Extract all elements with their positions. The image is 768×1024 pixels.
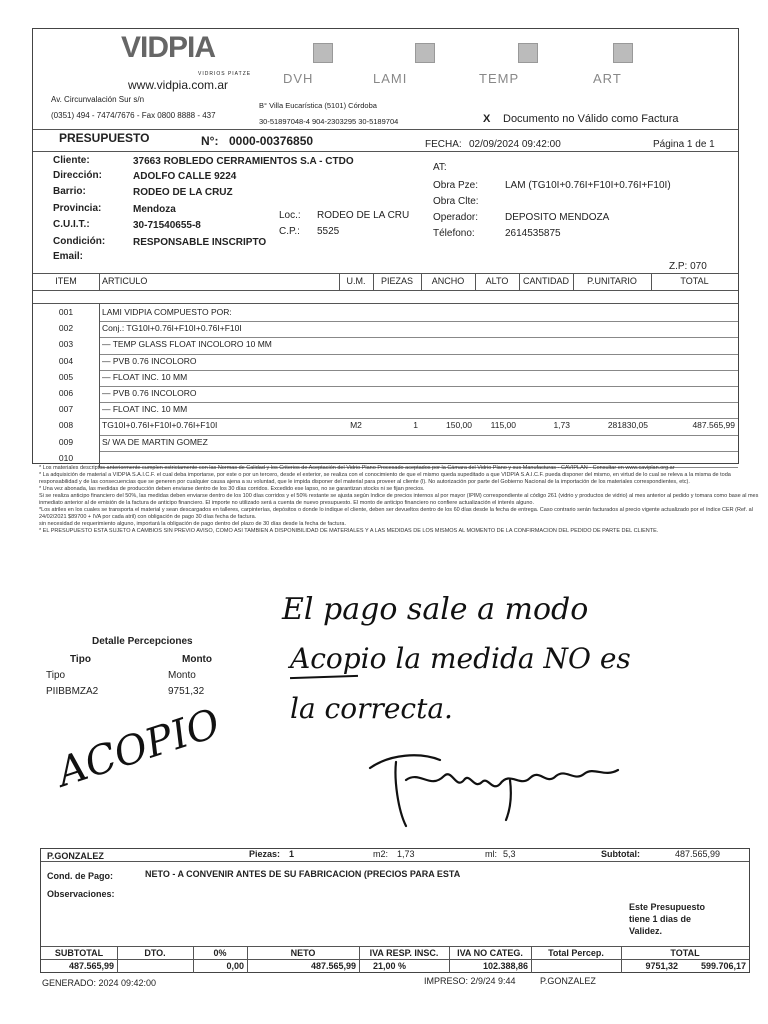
date-value: 02/09/2024 09:42:00 (469, 139, 561, 150)
condicion-label: Condición: (53, 236, 106, 247)
notice-text: Documento no Válido como Factura (503, 113, 679, 125)
barrio-value: RODEO DE LA CRUZ (133, 187, 233, 198)
signature-image (360, 740, 630, 830)
divider (99, 303, 100, 467)
table-header-punit: P.UNITARIO (587, 276, 637, 286)
obra-cte-label: Obra Clte: (433, 196, 479, 207)
ml-label: ml: (485, 849, 497, 859)
seller-name: P.GONZALEZ (47, 851, 104, 861)
perceptions-title: Detalle Percepciones (92, 636, 193, 647)
divider (41, 861, 749, 862)
perceptions-amount: 9751,32 (168, 686, 205, 697)
fine-print-paragraph: * Una vez abonada, las medidas de producción deben enviarse dentro de los 30 días corridos. Excedido ese lapso, no se garantizan stocks ni se fijan precios. (39, 486, 425, 492)
cell-item: 007 (58, 404, 74, 415)
cell-item: 010 (58, 452, 74, 463)
cell-um: M2 (350, 420, 362, 431)
cp-label: C.P.: (279, 226, 300, 237)
table-header-total: TOTAL (680, 276, 709, 286)
cuit-label: C.U.I.T.: (53, 219, 90, 230)
table-row (33, 402, 738, 418)
totals-total: 599.706,17 (700, 961, 746, 971)
cliente-label: Cliente: (53, 155, 90, 166)
product-dvh: DVH (283, 71, 314, 86)
art-icon (613, 43, 633, 63)
cell-articulo: Conj.: TG10I+0.76I+F10I+0.76I+F10I (102, 323, 242, 334)
fine-print-paragraph: sin necesidad de requerimiento alguno, importará la obligación de pago dentro del plazo de 30 días desde la fecha de factura. (39, 521, 346, 527)
handwritten-note-line1: El pago sale a modo (282, 592, 589, 627)
footer-user: P.GONZALEZ (540, 976, 596, 986)
cliente-value: 37663 ROBLEDO CERRAMIENTOS S.A - CTDO (133, 156, 354, 167)
divider (359, 946, 360, 973)
totals-header: Total Percep. (548, 948, 604, 958)
obra-pze-label: Obra Pze: (433, 180, 479, 191)
product-temp: TEMP (479, 71, 520, 86)
product-lami: LAMI (373, 71, 408, 86)
divider (41, 946, 749, 947)
totals-header: IVA NO CATEG. (457, 948, 523, 958)
table-row (33, 354, 738, 370)
provincia-value: Mendoza (133, 204, 176, 215)
table-row (33, 337, 738, 353)
divider (519, 273, 520, 290)
telefono-value: 2614535875 (505, 228, 561, 239)
perceptions-col-tipo: Tipo (70, 654, 91, 665)
obra-pze-value: LAM (TG10I+0.76I+F10I+0.76I+F10I) (505, 180, 671, 191)
footer-generado: GENERADO: 2024 09:42:00 (42, 978, 157, 988)
company-logo: VIDPIA (121, 31, 216, 64)
table-row (33, 305, 738, 321)
totals-dto: 0,00 (226, 961, 244, 971)
subtotal-label: Subtotal: (601, 849, 640, 859)
loc-value: RODEO DE LA CRU (317, 210, 410, 221)
direccion-label: Dirección: (53, 170, 102, 181)
totals-header: DTO. (144, 948, 166, 958)
temp-icon (518, 43, 538, 63)
subtotal-value: 487.565,99 (675, 849, 721, 859)
totals-iva: 102.388,86 (482, 961, 528, 971)
handwritten-note-line2: Acopio la medida NO es (290, 642, 631, 675)
cell-articulo: S/ WA DE MARTIN GOMEZ (102, 436, 208, 447)
totals-table (41, 946, 749, 973)
branch-address: B° Villa Eucarística (5101) Córdoba (259, 101, 377, 110)
cell-articulo: — FLOAT INC. 10 MM (102, 371, 188, 382)
product-art: ART (593, 71, 622, 86)
divider (33, 129, 738, 130)
cell-piezas: 1 (413, 420, 418, 431)
divider (373, 273, 374, 290)
perceptions-sub-monto: Monto (168, 670, 196, 681)
totals-header: IVA RESP. INSC. (369, 948, 439, 958)
m2-value: 1,73 (397, 849, 415, 859)
perceptions-sub-tipo: Tipo (46, 670, 66, 681)
direccion-value: ADOLFO CALLE 9224 (133, 171, 237, 182)
table-header-item: ITEM (55, 276, 77, 286)
provincia-label: Provincia: (53, 203, 102, 214)
cell-total: 487.565,99 (692, 420, 735, 431)
totals-percep: 9751,32 (645, 961, 678, 971)
at-label: AT: (433, 162, 447, 173)
doc-number: 0000-00376850 (229, 134, 314, 148)
table-row (33, 370, 738, 386)
cell-item: 008 (58, 420, 74, 431)
operador-value: DEPOSITO MENDOZA (505, 212, 610, 223)
handwritten-acopio: ACOPIO (51, 700, 226, 796)
dvh-icon (313, 43, 333, 63)
handwritten-note-line3: la correcta. (290, 692, 453, 725)
cell-articulo: LAMI VIDPIA COMPUESTO POR: (102, 307, 232, 317)
cell-item: 006 (58, 388, 74, 398)
fine-print-paragraph: Si se realiza anticipo financiero del 50%, las medidas deben enviarse dentro de los 100 días corridos y el 50% restante se ajusta según índice de precios internos al por mayor (IPIM) correspondiente al código 261 (vidrio y productos de vidrio) al mes anterior al pedido y tomara como base al mes inmediato anterior al de emisión de la factura de anticipo financiero. El importe no utilizado será a cuenta de nuevo presupuesto. El monto de anticipo financiero no confiere actualización el interés alguno. (39, 493, 759, 506)
company-phones: (0351) 494 - 7474/7676 - Fax 0800 8888 - 437 (51, 111, 216, 120)
handwritten-underline (290, 675, 358, 679)
totals-neto: 487.565,99 (310, 961, 356, 971)
doc-title: PRESUPUESTO (59, 131, 150, 145)
divider (531, 946, 532, 973)
table-header-ancho: ANCHO (431, 276, 465, 286)
cell-item: 004 (58, 355, 74, 366)
perceptions-code: PIIBBMZA2 (46, 686, 99, 697)
table-header-piezas: PIEZAS (380, 276, 413, 286)
divider (475, 273, 476, 290)
company-logo-sub: VIDRIOS PIATZE (198, 71, 252, 77)
quote-document (32, 28, 759, 534)
cuit-value: 30-71540655-8 (133, 220, 201, 231)
email-label: Email: (53, 251, 84, 262)
table-header-articulo: ARTICULO (102, 276, 148, 286)
fine-print-paragraph: * EL PRESUPUESTO ESTA SUJETO A CAMBIOS SIN PREVIO AVISO, COMO ASI TAMBIEN A DISPONIBILIDAD DE MATERIALES Y A LAS MEDIDAS DE LOS MISMOS AL MOMENTO DE LA CONFIRMACION DEL PEDIDO DE PARTE DEL CLIENTE. (39, 528, 659, 534)
cell-item: 001 (58, 307, 74, 317)
company-address: Av. Circunvalación Sur s/n (51, 95, 145, 104)
cell-item: 005 (58, 371, 74, 382)
totals-subtotal: 487.565,99 (68, 961, 114, 971)
lami-icon (415, 43, 435, 63)
observaciones-label: Observaciones: (47, 889, 115, 899)
cell-item: 002 (58, 323, 74, 334)
barrio-label: Barrio: (53, 186, 86, 197)
notice-mark: X (483, 113, 491, 125)
branch-ids: 30-51897048-4 904-2303295 30-5189704 (259, 117, 399, 126)
validity-note: Este Presupuesto tiene 1 dias de Validez. (629, 902, 706, 936)
piezas-label: Piezas: (249, 849, 281, 859)
fine-print-paragraph: *Los atriles en los cuales se transporta el material y sean descargados en talleres, carpinterías, depósitos o donde lo indique el cliente, deben ser devueltos dentro de los 60 días desde la fecha de entrega. Caso contrario serán facturados al precio vigente actualizado por el índice CER (Ref. al 24/02/2021 $89700 + IVA por cada atril) con obligación de pago 30 días fecha de factura. (39, 507, 753, 520)
divider (421, 273, 422, 290)
fine-print-paragraph: * La adquisición de material a VIDPIA S.A.I.C.F. el cual deba importarse, por este o por un tercero, desde el exterior, se realiza con el conocimiento de que el mismo queda supeditado a que VIDPIA S.A.I.C.F. pueda disponer del mismo, en virtud de lo cual se releva a la misma de toda responsabilidad y de las consecuencias que se generen por cualquier causa ajena a su voluntad, que le impida disponer del material para proveer al cliente (l). No autorización por parte del Gobierno Nacional de la importación de los materiales correspondientes, etc). (39, 472, 731, 485)
table-row (33, 418, 738, 434)
divider (99, 273, 100, 290)
divider (33, 290, 738, 291)
cell-item: 003 (58, 339, 74, 350)
table-header-um: U.M. (346, 276, 366, 286)
doc-number-label: N°: (201, 134, 219, 148)
cond-pago-value: NETO - A CONVENIR ANTES DE SU FABRICACION (PRECIOS PARA ESTA (145, 869, 461, 879)
table-row (33, 321, 738, 337)
divider (33, 303, 738, 304)
table-header-cantidad: CANTIDAD (522, 276, 569, 286)
cell-alto: 115,00 (490, 420, 516, 431)
company-website: www.vidpia.com.ar (128, 78, 229, 92)
divider (33, 151, 738, 152)
cell-ancho: 150,00 (446, 420, 472, 431)
table-row (33, 435, 738, 451)
fine-print-paragraph: * Los materiales descriptos anteriormente cumplen estrictamente con las Normas de Calidad y los Criterios de Aceptación del Vidrio Plano Procesado aceptados por la Cámara del Vidrio Plano y sus Manufacturas - CAVIPLAN - Consultar en www.caviplan.org.ar (39, 465, 675, 471)
summary-box (40, 848, 750, 973)
divider (247, 946, 248, 973)
zp-value: Z.P: 070 (669, 261, 707, 272)
telefono-label: Télefono: (433, 228, 475, 239)
cell-cantidad: 1,73 (553, 420, 570, 431)
loc-label: Loc.: (279, 210, 301, 221)
divider (339, 273, 340, 290)
divider (33, 273, 738, 274)
ml-value: 5,3 (503, 849, 516, 859)
piezas-value: 1 (289, 849, 295, 859)
divider (117, 946, 118, 973)
table-row (33, 386, 738, 402)
totals-header: 0% (213, 948, 227, 958)
divider (41, 959, 749, 960)
condicion-value: RESPONSABLE INSCRIPTO (133, 237, 267, 248)
cond-pago-label: Cond. de Pago: (47, 871, 113, 881)
operador-label: Operador: (433, 212, 479, 223)
terms-fine-print (39, 465, 759, 535)
divider (651, 273, 652, 290)
date-label: FECHA: (425, 139, 462, 150)
page-indicator: Página 1 de 1 (653, 139, 715, 150)
divider (573, 273, 574, 290)
cell-articulo: TG10I+0.76I+F10I+0.76I+F10I (102, 420, 218, 431)
cell-punit: 281830,05 (607, 420, 648, 431)
cell-articulo: — TEMP GLASS FLOAT INCOLORO 10 MM (102, 339, 272, 350)
perceptions-col-monto: Monto (182, 654, 212, 665)
totals-header: NETO (290, 948, 316, 958)
totals-header: TOTAL (670, 948, 700, 958)
totals-iva_pct: 21,00 % (372, 961, 406, 971)
totals-header: SUBTOTAL (54, 948, 104, 958)
cp-value: 5525 (317, 226, 340, 237)
footer-impreso: IMPRESO: 2/9/24 9:44 (424, 976, 516, 986)
cell-articulo: — PVB 0.76 INCOLORO (102, 388, 197, 398)
cell-articulo: — PVB 0.76 INCOLORO (102, 355, 197, 366)
m2-label: m2: (373, 849, 389, 859)
table-header-alto: ALTO (485, 276, 509, 286)
cell-articulo: — FLOAT INC. 10 MM (102, 404, 188, 415)
cell-item: 009 (58, 436, 74, 447)
